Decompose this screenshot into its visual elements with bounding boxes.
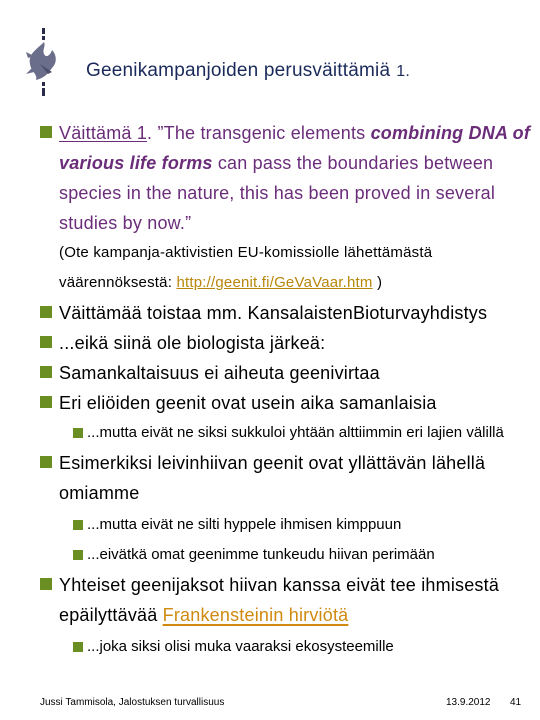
claim-emphasis: combining DNA of various life forms: [59, 123, 531, 173]
square-bullet-icon: [40, 306, 52, 318]
claim-text-start: . ”The transgenic elements: [147, 123, 371, 143]
bullet-similarity: [40, 358, 532, 388]
bullet-yeast: [40, 448, 532, 508]
bullet-repeated: [40, 298, 532, 328]
square-bullet-icon: [73, 428, 83, 438]
bullet-text: Yhteiset geenijaksot hiivan kanssa eivät tee ihmisestä epäilyttävää: [59, 575, 500, 625]
square-bullet-icon: [40, 126, 52, 138]
square-bullet-icon: [73, 520, 83, 530]
claim-source: [59, 238, 532, 298]
claim-text-rest: can pass the boundaries between species in the nature, this has been proved in several studies by now.”: [59, 153, 496, 233]
slide-title: [86, 60, 410, 82]
subbullet-text: ...mutta eivät ne silti hyppele ihmisen kimppuun: [87, 516, 402, 533]
subbullet-genes: [40, 418, 532, 448]
university-logo-icon: [22, 28, 66, 98]
bullet-claim-1: [40, 118, 532, 298]
slide-title-number: 1.: [396, 63, 410, 80]
subbullet-text: ...joka siksi olisi muka vaaraksi ekosysteemille: [87, 638, 394, 655]
bullet-genes-similar: [40, 388, 532, 418]
slide-body: [40, 118, 532, 662]
square-bullet-icon: [73, 642, 83, 652]
subbullet-ecosystem: [40, 632, 532, 662]
square-bullet-icon: [40, 456, 52, 468]
claim-source-close: ): [372, 274, 383, 291]
subbullet-text: ...eivätkä omat geenimme tunkeudu hiivan perimään: [87, 546, 435, 563]
claim-label: Väittämä 1: [59, 123, 148, 143]
claim-source-text: (Ote kampanja-aktivistien EU-komissiolle lähettämästä väärennöksestä:: [59, 244, 433, 291]
bullet-text: Samankaltaisuus ei aiheuta geenivirtaa: [59, 363, 380, 383]
subbullet-yeast-1: [40, 510, 532, 540]
subbullet-yeast-2: [40, 540, 532, 570]
bullet-text: Väittämää toistaa mm. KansalaistenBioturvayhdistys: [59, 303, 488, 323]
bullet-text: Esimerkiksi leivinhiivan geenit ovat yllättävän lähellä omiamme: [59, 453, 486, 503]
bullet-text: Eri eliöiden geenit ovat usein aika samanlaisia: [59, 393, 437, 413]
claim-source-link[interactable]: http://geenit.fi/GeVaVaar.htm: [176, 274, 373, 291]
square-bullet-icon: [40, 578, 52, 590]
frankenstein-link[interactable]: Frankensteinin hirviötä: [162, 605, 349, 625]
slide-title-text: Geenikampanjoiden perusväittämiä: [86, 60, 391, 81]
bullet-text: ...eikä siinä ole biologista järkeä:: [59, 333, 326, 353]
footer-author: Jussi Tammisola, Jalostuksen turvallisuus: [40, 697, 225, 708]
footer-date: 13.9.2012: [446, 697, 491, 708]
footer-page-number: 41: [510, 697, 522, 708]
bullet-no-sense: [40, 328, 532, 358]
subbullet-text: ...mutta eivät ne siksi sukkuloi yhtään alttiimmin eri lajien välillä: [87, 424, 504, 441]
square-bullet-icon: [73, 550, 83, 560]
square-bullet-icon: [40, 396, 52, 408]
bullet-shared-sequences: [40, 570, 532, 630]
square-bullet-icon: [40, 366, 52, 378]
square-bullet-icon: [40, 336, 52, 348]
